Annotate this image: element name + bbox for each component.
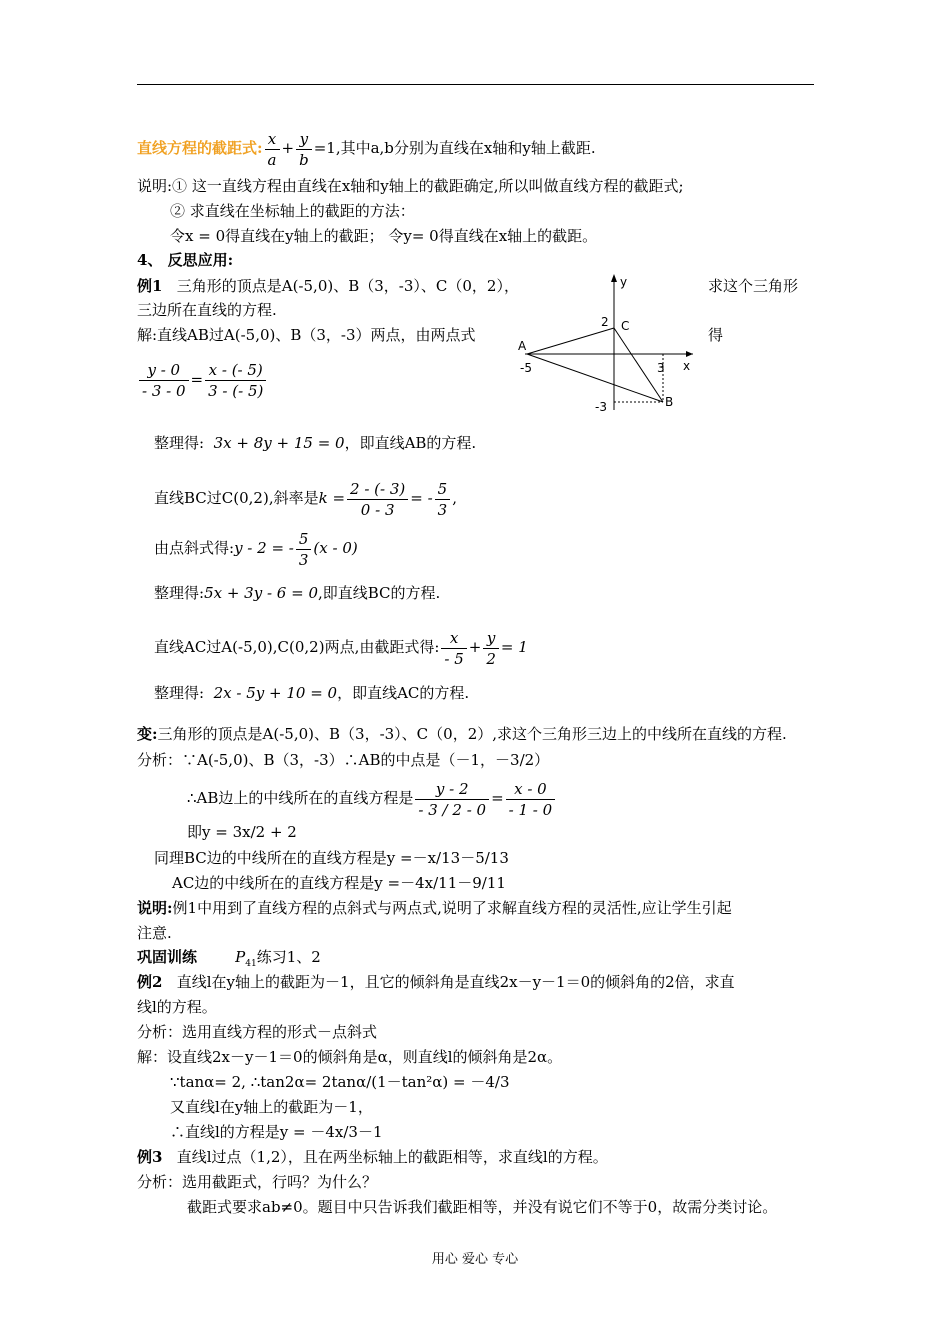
label-b: B xyxy=(665,395,674,409)
ab-median-equation: ∴AB边上的中线所在的直线方程是 $\frac{y - 2}{- 3 / 2 - 0}$ = $\frac{x - 0}{- 1 - 0}$ xyxy=(187,775,557,821)
example-2-line1: 例2 直线l在y轴上的截距为－1，且它的倾斜角是直线2x－y－1＝0的倾斜角的2倍，求直 xyxy=(137,973,735,991)
example-1-solution-end: 得 xyxy=(708,326,724,344)
note-3: 令x = 0得直线在y轴上的截距； 令y= 0得直线在x轴上的截距。 xyxy=(170,227,598,245)
note-b-line2: 注意. xyxy=(137,924,172,942)
point-slope: 由点斜式得:y - 2 = - $\frac{5}{3}$ (x - 0) xyxy=(154,529,358,569)
intercept-desc: ,其中a,b分别为直线在x轴和y轴上截距. xyxy=(335,139,596,157)
label-a: A xyxy=(518,339,527,353)
line-bc xyxy=(614,328,663,402)
bc-result: 整理得:5x + 3y - 6 = 0,即直线BC的方程. xyxy=(154,584,441,602)
example-1-line1: 例1 三角形的顶点是A(-5,0)、B（3，-3）、C（0，2）， xyxy=(137,277,519,295)
example-1-line2: 三边所在直线的方程. xyxy=(137,301,277,319)
page-footer: 用心 爱心 专心 xyxy=(431,1252,519,1267)
note-b-line1: 说明:例1中用到了直线方程的点斜式与两点式,说明了求解直线方程的灵活性,应让学生引起 xyxy=(137,899,732,917)
example-3-analysis-2: 截距式要求ab≠0。题目中只告诉我们截距相等，并没有说它们不等于0，故需分类讨论。 xyxy=(187,1198,778,1216)
example-1-solution: 解:直线AB过A(-5,0)、B（3，-3）两点，由两点式 xyxy=(137,326,476,344)
tick-3: 3 xyxy=(657,361,665,375)
ac-result: 整理得: 2x - 5y + 10 = 0，即直线AC的方程. xyxy=(154,684,470,702)
example-2-solution-1: 解：设直线2x－y－1＝0的倾斜角是α，则直线l的倾斜角是2α。 xyxy=(137,1048,563,1066)
intercept-form-title: 直线方程的截距式: xyxy=(137,139,263,157)
intercept-form-line: 直线方程的截距式: $\frac{x}{a}$ + $\frac{y}{b}$ =1,其中a,b分别为直线在x轴和y轴上截距. xyxy=(137,129,596,169)
bc-slope: 直线BC过C(0,2),斜率是k = $\frac{2 - (- 3)}{0 - 3}$ = - $\frac{5}{3}$ , xyxy=(154,479,457,519)
two-point-equation: $\frac{y - 0}{- 3 - 0}$ = $\frac{x - (- 5)}{3 - (- 5)}$ xyxy=(137,360,268,401)
line-ac xyxy=(527,328,614,354)
x-axis-arrow xyxy=(686,351,693,357)
example-2-solution-4: ∴直线l的方程是y = －4x/3－1 xyxy=(170,1123,383,1141)
example-2-solution-3: 又直线l在y轴上的截距为－1， xyxy=(170,1098,373,1116)
fraction-x-over-a: $\frac{x}{a}$ xyxy=(265,129,280,170)
example-2-analysis: 分析：选用直线方程的形式－点斜式 xyxy=(137,1023,378,1041)
section-4-heading: 4、 反思应用: xyxy=(137,251,234,269)
ab-median-simplified: 即y = 3x/2 + 2 xyxy=(187,823,297,841)
ac-intercept: 直线AC过A(-5,0),C(0,2)两点,由截距式得: $\frac{x}{- 5}$ + $\frac{y}{2}$ = 1 xyxy=(154,628,528,668)
label-x: x xyxy=(683,359,691,373)
bc-median: 同理BC边的中线所在的直线方程是y =－x/13－5/13 xyxy=(154,849,509,867)
tick-minus-3: -3 xyxy=(595,400,607,414)
ac-median: AC边的中线所在的直线方程是y =－4x/11－9/11 xyxy=(172,874,506,892)
label-y: y xyxy=(620,275,628,289)
variation-analysis: 分析：∵A(-5,0)、B（3，-3）∴AB的中点是（－1，－3/2） xyxy=(137,751,550,769)
label-c: C xyxy=(621,319,630,333)
example-2-solution-2: ∵tanα= 2, ∴tan2α= 2tanα/(1－tan²α) = －4/3 xyxy=(170,1073,510,1091)
note-1: 说明:① 这一直线方程由直线在x轴和y轴上的截距确定,所以叫做直线方程的截距式; xyxy=(137,177,684,195)
example-1-text-b: 求这个三角形 xyxy=(708,277,799,295)
example-3-analysis: 分析：选用截距式，行吗？为什么？ xyxy=(137,1173,378,1191)
tick-2: 2 xyxy=(601,315,609,329)
example-3-line1: 例3 直线l过点（1,2），且在两坐标轴上的截距相等，求直线l的方程。 xyxy=(137,1148,608,1166)
line-ab xyxy=(527,354,663,402)
note-2: ② 求直线在坐标轴上的截距的方法： xyxy=(170,202,415,220)
example-2-line2: 线l的方程。 xyxy=(137,998,217,1016)
triangle-figure xyxy=(515,270,700,420)
header-rule xyxy=(137,84,814,85)
fraction-y-over-b: $\frac{y}{b}$ xyxy=(296,129,312,170)
ab-result: 整理得: 3x + 8y + 15 = 0，即直线AB的方程. xyxy=(154,434,477,452)
tick-minus-5: -5 xyxy=(520,361,532,375)
variation-line: 变:三角形的顶点是A(-5,0)、B（3，-3）、C（0，2）,求这个三角形三边上的中线所在直线的方程. xyxy=(137,725,787,743)
practice-line: 巩固训练 $P_{41}$练习1、2 xyxy=(137,948,321,969)
y-axis-arrow xyxy=(611,274,617,282)
